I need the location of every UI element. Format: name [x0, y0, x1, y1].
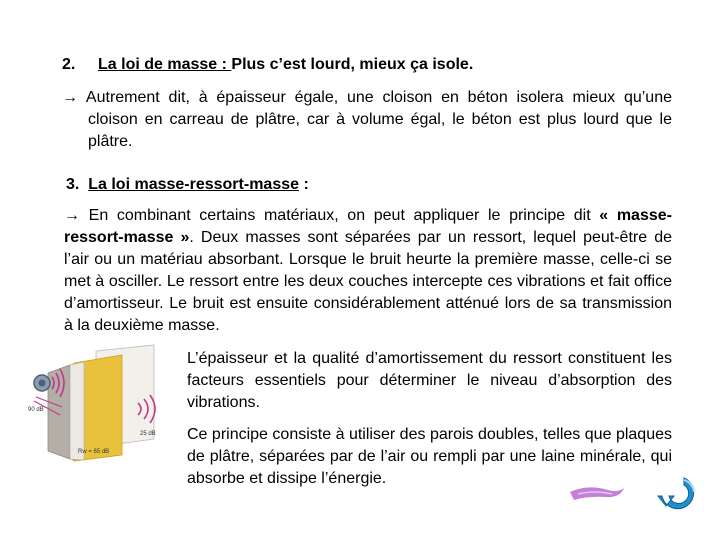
- section-2-number: 2.: [62, 56, 76, 73]
- section-3-heading: [66, 174, 309, 196]
- section-3-para3-text: Ce principe consiste à utiliser des parois doubles, telles que plaques de plâtre, séparées par de l’air ou rempli par une laine minérale, qui absorbe et dissipe l’énergie.: [187, 426, 672, 487]
- label-right: 25 dB: [140, 431, 156, 437]
- return-arrow-icon[interactable]: [654, 474, 700, 514]
- section-2-text: Autrement dit, à épaisseur égale, une cloison en béton isolera mieux qu’une cloison en carreau de plâtre, car à volume égal, le béton est plus lourd que le plâtre.: [85, 89, 672, 150]
- section-2-separator: :: [217, 56, 232, 73]
- section-3-paragraph-1: [64, 205, 672, 337]
- wall-sound-illustration: [26, 343, 166, 463]
- section-3-paragraph-2: [187, 348, 672, 414]
- section-3-quote: « masse-ressort-masse »: [64, 207, 672, 246]
- label-left: 90 dB: [28, 407, 44, 413]
- arrow-icon: →: [64, 207, 80, 224]
- arrow-icon: →: [62, 89, 78, 106]
- section-3-paragraph-3: [187, 424, 672, 490]
- swoosh-icon: [568, 482, 626, 504]
- section-3-separator: :: [299, 176, 309, 193]
- section-2-subtitle: Plus c’est lourd, mieux ça isole.: [231, 56, 474, 73]
- section-2-heading: [98, 54, 473, 76]
- section-3-title: La loi masse-ressort-masse: [88, 176, 300, 193]
- label-rw: Rw = 65 dB: [78, 449, 110, 455]
- section-2-paragraph: [62, 87, 672, 153]
- front-wall-face: [70, 362, 84, 460]
- section-3-para2-text: L’épaisseur et la qualité d’amortissement du ressort constituent les facteurs essentiels pour déterminer le niveau d’absorption des vibrations.: [187, 350, 672, 411]
- section-3-intro: En combinant certains matériaux, on peut appliquer le principe dit: [88, 207, 591, 224]
- speaker-cone: [39, 380, 46, 387]
- section-3-rest: . Deux masses sont séparées par un ressort, lequel peut-être de l’air ou un matériau absorbant. Lorsque le bruit heurte la première masse, celle-ci se met à osciller. Le ressort entre les deux couches intercepte ces vibrations et fait office d’amortisseur. Le bruit est ensuite considérablement atténué lors de sa transmission à la deuxième masse.: [64, 229, 672, 334]
- section-3-number: 3.: [66, 176, 80, 193]
- section-2-title: La loi de masse: [98, 56, 218, 73]
